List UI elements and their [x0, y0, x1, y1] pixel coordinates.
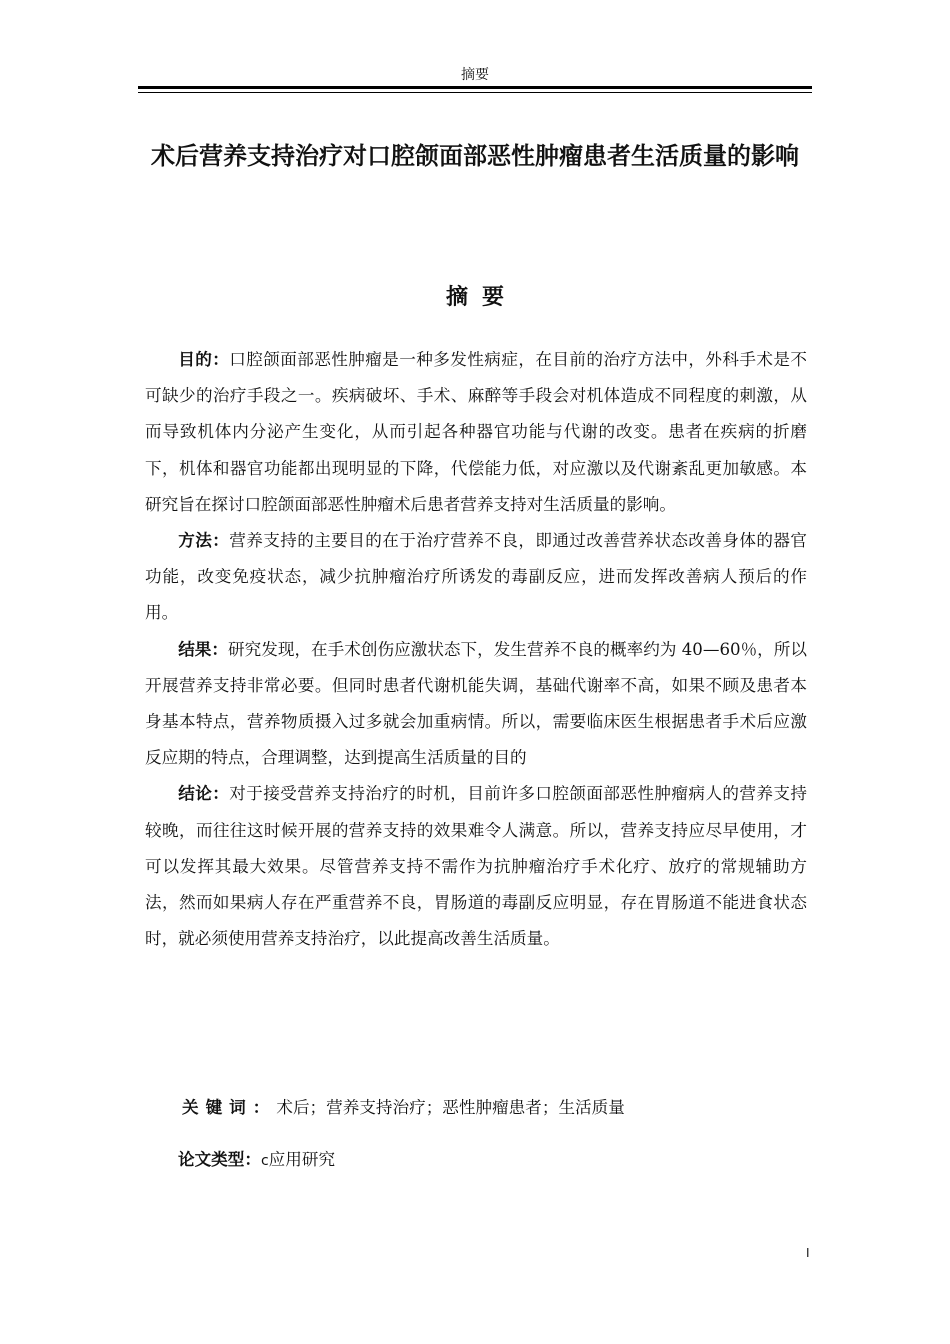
keywords-line [182, 1094, 802, 1122]
paper-title: 术后营养支持治疗对口腔颌面部恶性肿瘤患者生活质量的影响 [151, 142, 799, 170]
header-rule-thin [138, 92, 812, 93]
paper-type-code: c [260, 1153, 269, 1169]
method-text: 营养支持的主要目的在于治疗营养不良，即通过改善营养状态改善身体的器官功能，改变免疫状态，减少抗肿瘤治疗所诱发的毒副反应，进而发挥改善病人预后的作用。 [145, 531, 808, 623]
abstract-heading: 摘要 [445, 285, 518, 310]
abstract-result [145, 632, 807, 777]
purpose-label: 目的： [178, 350, 230, 369]
paper-type-text: 应用研究 [268, 1150, 336, 1169]
keywords-text: 术后；营养支持治疗；恶性肿瘤患者；生活质量 [276, 1098, 625, 1117]
abstract-method [145, 523, 807, 632]
running-header: 摘要 [461, 67, 489, 83]
abstract-purpose [145, 342, 807, 523]
result-label: 结果： [178, 639, 229, 659]
conclusion-label: 结论： [178, 784, 230, 804]
abstract-conclusion [145, 776, 807, 957]
purpose-text: 口腔颌面部恶性肿瘤是一种多发性病症，在目前的治疗方法中，外科手术是不可缺少的治疗手段之一。疾病破坏、手术、麻醉等手段会对机体造成不同程度的刺激，从而导致机体内分泌产生变化，从而引起各种器官功能与代谢的改变。患者在疾病的折磨下，机体和器官功能都出现明显的下降，代偿能力低，对应激以及代谢紊乱更加敏感。本研究旨在探讨口腔颌面部恶性肿瘤术后患者营养支持对生活质量的影响。 [145, 350, 808, 514]
paper-type-label: 论文类型： [178, 1150, 261, 1169]
abstract-body [145, 342, 807, 957]
method-label: 方法： [178, 531, 230, 551]
paper-type-line [178, 1146, 798, 1175]
result-text: 研究发现，在手术创伤应激状态下，发生营养不良的概率约为 40—60％，所以开展营养支持非常必要。但同时患者代谢机能失调，基础代谢率不高，如果不顾及患者本身基本特点，营养物质摄入过多就会加重病情。所以，需要临床医生根据患者手术后应激反应期的特点，合理调整，达到提高生活质量的目的 [145, 639, 807, 768]
keywords-label: 关键词： [182, 1098, 277, 1117]
page-number: I [806, 1246, 810, 1260]
conclusion-text: 对于接受营养支持治疗的时机，目前许多口腔颌面部恶性肿瘤病人的营养支持较晚，而往往这时候开展的营养支持的效果难令人满意。所以，营养支持应尽早使用，才可以发挥其最大效果。尽管营养支持不需作为抗肿瘤治疗手术化疗、放疗的常规辅助方法，然而如果病人存在严重营养不良，胃肠道的毒副反应明显，存在胃肠道不能进食状态时，就必须使用营养支持治疗，以此提高改善生活质量。 [145, 784, 808, 949]
header-rule-thick [138, 86, 812, 89]
